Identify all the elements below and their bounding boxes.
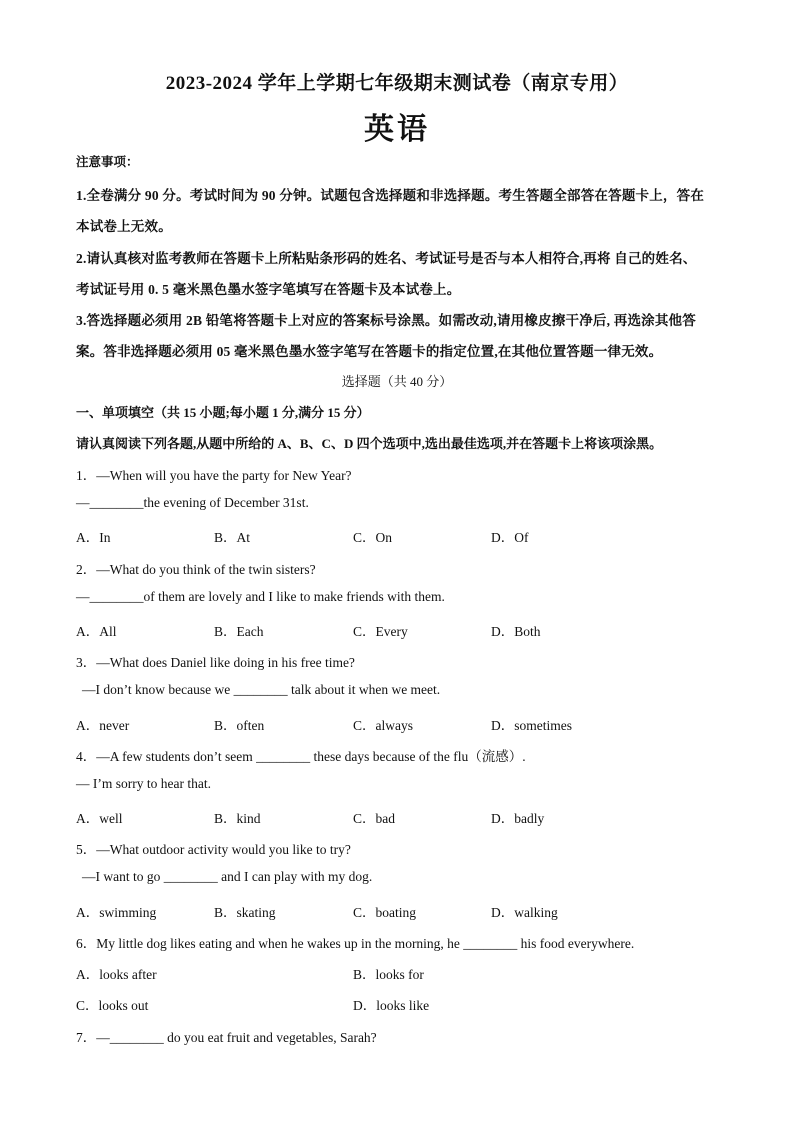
option-d: D．looks like [353,998,430,1013]
option-a: A．All [76,624,117,639]
option-a: A．In [76,530,111,545]
question-stem: 5．—What outdoor activity would you like to try? [76,842,351,857]
note-line: 2.请认真核对监考教师在答题卡上所粘贴条形码的姓名、考试证号是否与本人相符合,再将 自己的姓名、 [76,251,697,266]
note-line: 3.答选择题必须用 2B 铅笔将答题卡上对应的答案标号涂黑。如需改动,请用橡皮擦干净后, 再选涂其他答 [76,313,696,328]
question-stem: 6．My little dog likes eating and when he wakes up in the morning, he ________ his food everywhere. [76,936,635,951]
option-d: D．sometimes [491,718,572,733]
option-d: D．Both [491,624,541,639]
option-d: D．badly [491,811,545,826]
option-c: C．On [353,530,393,545]
option-a: A．well [76,811,123,826]
option-d: D．Of [491,530,529,545]
option-b: B．skating [214,905,276,920]
option-b: B．kind [214,811,261,826]
note-line: 考试证号用 0. 5 毫米黑色墨水签字笔填写在答题卡及本试卷上。 [76,282,461,297]
option-a: A．swimming [76,905,157,920]
question-reply: —________the evening of December 31st. [76,495,309,510]
instruction: 请认真阅读下列各题,从题中所给的 A、B、C、D 四个选项中,选出最佳选项,并在答题卡上将该项涂黑。 [76,436,663,451]
option-a: A．never [76,718,130,733]
note-line: 本试卷上无效。 [76,219,172,234]
option-d: D．walking [491,905,558,920]
notes-heading: 注意事项： [76,155,139,169]
question-reply: — I’m sorry to hear that. [76,776,211,791]
subject-title: 英语 [364,113,430,146]
question-stem: 7．—________ do you eat fruit and vegetables, Sarah? [76,1030,377,1045]
part-title: 一、单项填空（共 15 小题;每小题 1 分,满分 15 分） [76,405,370,420]
option-b: B．At [214,530,251,545]
option-c: C．bad [353,811,395,826]
question-stem: 2．—What do you think of the twin sisters? [76,562,316,577]
note-line: 1.全卷满分 90 分。考试时间为 90 分钟。试题包含选择题和非选择题。考生答题全部答在答题卡上，答在 [76,188,705,203]
question-stem: 1．—When will you have the party for New Year? [76,468,352,483]
option-c: C．always [353,718,413,733]
option-c: C．Every [353,624,408,639]
question-stem: 4．—A few students don’t seem ________ these days because of the flu（流感）. [76,749,526,764]
question-reply: —________of them are lovely and I like to make friends with them. [76,589,445,604]
option-b: B．Each [214,624,264,639]
question-reply: —I don’t know because we ________ talk about it when we meet. [82,682,441,697]
option-a: A．looks after [76,967,157,982]
option-b: B．often [214,718,265,733]
option-c: C．looks out [76,998,149,1013]
question-stem: 3．—What does Daniel like doing in his free time? [76,655,355,670]
note-line: 案。答非选择题必须用 05 毫米黑色墨水签字笔写在答题卡的指定位置,在其他位置答题一律无效。 [76,344,663,359]
exam-title: 2023-2024 学年上学期七年级期末测试卷（南京专用） [165,73,629,94]
section-heading: 选择题（共 40 分） [341,374,453,389]
question-reply: —I want to go ________ and I can play with my dog. [82,869,373,884]
option-c: C．boating [353,905,416,920]
option-b: B．looks for [353,967,424,982]
